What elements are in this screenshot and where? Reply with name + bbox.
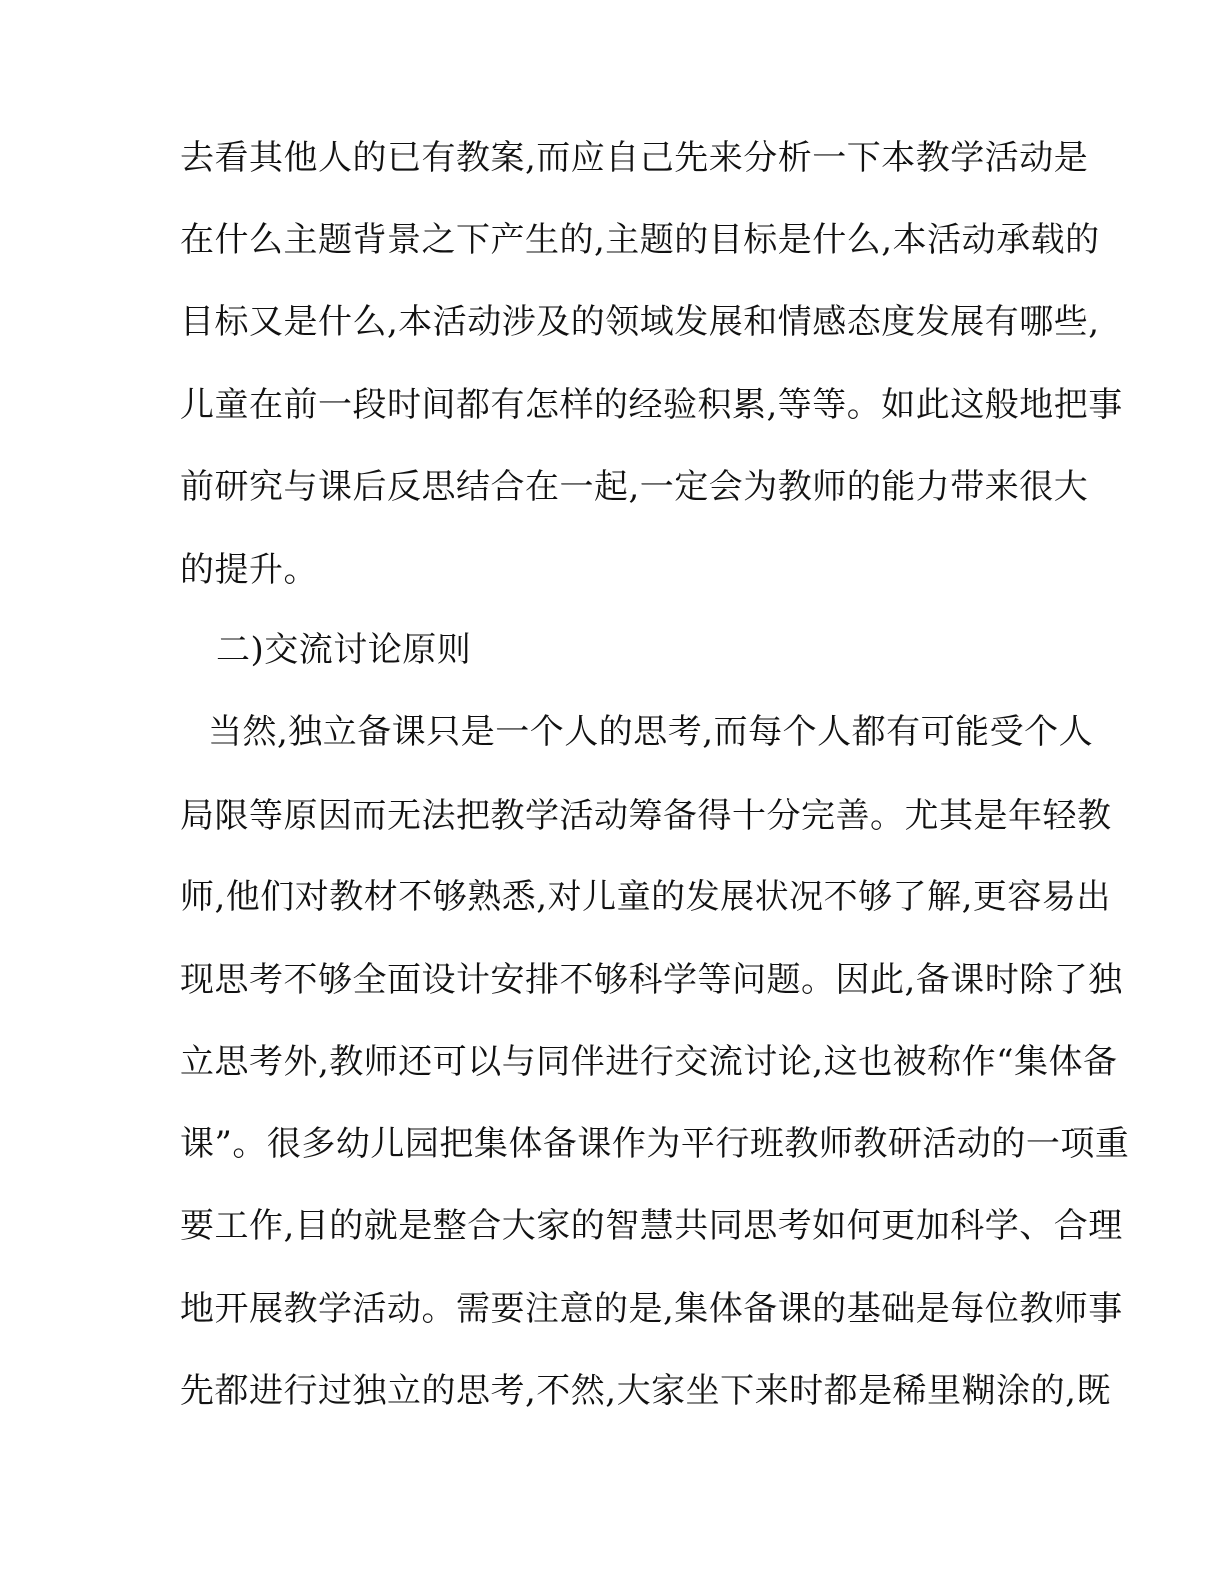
paragraph-line: 局限等原因而无法把教学活动筹备得十分完善。尤其是年轻教 <box>180 796 1112 836</box>
paragraph-line: 师,他们对教材不够熟悉,对儿童的发展状况不够了解,更容易出 <box>180 877 1111 917</box>
paragraph-line: 立思考外,教师还可以与同伴进行交流讨论,这也被称作“集体备 <box>180 1042 1118 1082</box>
paragraph-line: 先都进行过独立的思考,不然,大家坐下来时都是稀里糊涂的,既 <box>180 1371 1111 1411</box>
paragraph-line: 在什么主题背景之下产生的,主题的目标是什么,本活动承载的 <box>180 220 1100 260</box>
paragraph-line: 课”。很多幼儿园把集体备课作为平行班教师教研活动的一项重 <box>180 1124 1130 1164</box>
paragraph-line: 去看其他人的已有教案,而应自己先来分析一下本教学活动是 <box>180 138 1089 178</box>
paragraph-line: 目标又是什么,本活动涉及的领域发展和情感态度发展有哪些, <box>180 302 1100 342</box>
paragraph-line: 现思考不够全面设计安排不够科学等问题。因此,备课时除了独 <box>180 960 1123 1000</box>
paragraph-line: 要工作,目的就是整合大家的智慧共同思考如何更加科学、合理 <box>180 1206 1123 1246</box>
paragraph-line: 儿童在前一段时间都有怎样的经验积累,等等。如此这般地把事 <box>180 385 1123 425</box>
section-heading: 二)交流讨论原则 <box>216 630 472 670</box>
paragraph-line: 当然,独立备课只是一个人的思考,而每个人都有可能受个人 <box>208 712 1094 752</box>
paragraph-line: 地开展教学活动。需要注意的是,集体备课的基础是每位教师事 <box>180 1289 1123 1329</box>
paragraph-line: 的提升。 <box>180 550 318 590</box>
paragraph-line: 前研究与课后反思结合在一起,一定会为教师的能力带来很大 <box>180 467 1089 507</box>
